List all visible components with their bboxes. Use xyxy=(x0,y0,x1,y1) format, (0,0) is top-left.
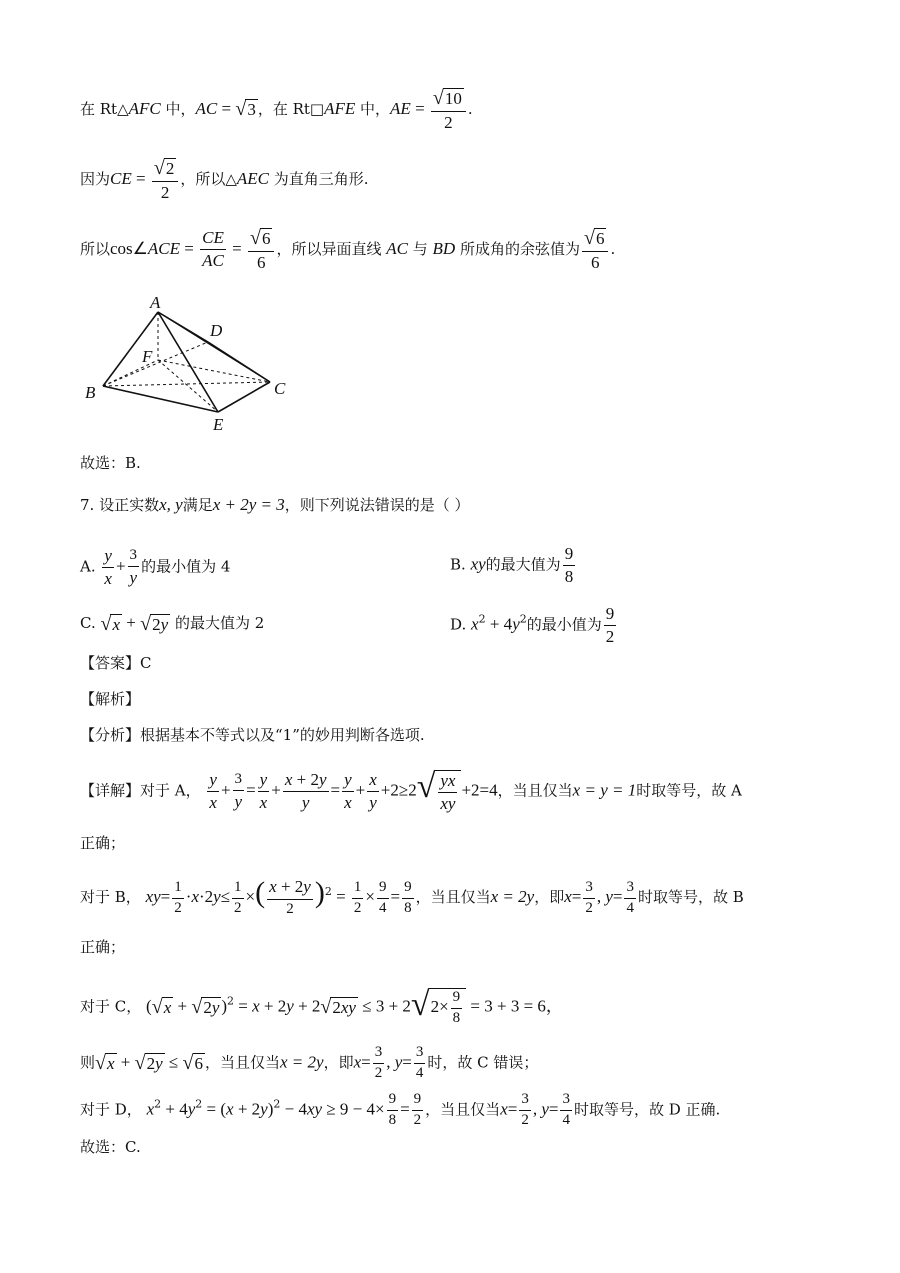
period: . xyxy=(610,239,616,258)
text: ，在 Rt□ xyxy=(257,99,325,118)
pyramid-figure xyxy=(80,290,310,435)
conclusion-1: 故选：B. xyxy=(80,454,141,472)
option-label: C. xyxy=(80,614,96,632)
vertex-label-A: A xyxy=(150,293,161,312)
fraction: $\frac{CE}{AC}$ xyxy=(202,228,224,271)
fraction: $\frac{y}{x}$ xyxy=(104,546,112,588)
fraction: √ 6 6 xyxy=(582,228,608,272)
fraction: √ 10 2 xyxy=(431,88,466,132)
vertex-label-F: F xyxy=(142,347,153,366)
conclusion-2: 故选：C. xyxy=(80,1138,141,1156)
detail-a-cont: 正确； xyxy=(80,834,126,852)
text: 所以 xyxy=(80,239,111,258)
text: 对于 C， xyxy=(80,997,142,1016)
equality-condition: x = 2y xyxy=(490,887,535,906)
expression: xy xyxy=(470,554,486,574)
option-label: B. xyxy=(450,555,466,574)
segment: BD xyxy=(432,238,456,258)
text: ，所以异面直线 xyxy=(276,239,387,258)
segment: AE xyxy=(390,98,411,118)
fraction: $\frac{3}{y}$ xyxy=(129,547,138,587)
option-text: 的最小值为 xyxy=(526,615,602,634)
text: ，当且仅当 xyxy=(415,888,491,906)
fraction: √ 6 6 xyxy=(248,228,274,272)
option-label: D. xyxy=(450,615,467,634)
text: 为直角三角形. xyxy=(268,169,369,188)
solution-line-2 xyxy=(80,158,369,202)
text: ，则下列说法错误的是（ ） xyxy=(284,496,470,514)
vertex-label-E: E xyxy=(213,415,224,434)
option-b xyxy=(450,545,577,586)
equals: = xyxy=(410,98,429,118)
text: 时取等号，故 D 正确. xyxy=(573,1100,721,1119)
detail-c-2: 则 √ x + √ 2y ≤ √ 6 ，当且仅当x = 2y，即x= $\frac{3}{2}$ , y= $\frac{3}{4}$ 时，故 C 错误； xyxy=(80,1044,539,1081)
text: 时取等号，故 B xyxy=(637,888,744,906)
option-d: D. $x^2 + 4y^2$的最小值为 $\frac{9}{2}$ xyxy=(450,604,615,646)
analysis-heading: 【解析】 xyxy=(80,690,141,708)
text: 则 xyxy=(80,1053,96,1072)
question-7-stem xyxy=(80,496,470,513)
text: 时取等号，故 A xyxy=(636,781,742,800)
text: ，当且仅当 xyxy=(205,1053,281,1072)
text: ，即 xyxy=(534,888,565,906)
option-a: A. $\frac{y}{x}$ + $\frac{3}{y}$ 的最小值为 4 xyxy=(80,546,231,588)
text: 对于 D， xyxy=(80,1100,142,1119)
segment: AC xyxy=(386,238,408,258)
text: ，当且仅当 xyxy=(497,781,573,800)
cos-angle: cos∠ xyxy=(110,238,148,258)
equals: = xyxy=(227,238,246,258)
text: 因为 xyxy=(80,169,111,188)
condition: x + 2y = 3 xyxy=(212,495,285,514)
detail-c: 对于 C， ( √ x + √ 2y )$^2$ = x + 2y + 2 √ 2xy ≤ 3 + 2 √ 2× $\frac{9}{8}$ = 3 + 3 = 6， xyxy=(80,986,563,1026)
segment: CE xyxy=(110,168,132,188)
triangle-name: AFC xyxy=(128,98,161,118)
option-label: A. xyxy=(80,557,96,576)
equals: = xyxy=(131,168,150,188)
vertex-label-D: D xyxy=(210,321,223,340)
text: 7. 设正实数 xyxy=(80,496,160,514)
text: 所成角的余弦值为 xyxy=(455,239,580,258)
detail-b-cont: 正确； xyxy=(80,938,126,956)
equality-condition: x = 2y xyxy=(280,1052,324,1072)
angle-name: ACE xyxy=(147,238,181,258)
text: ，所以△ xyxy=(180,169,237,188)
triangle-name: AEC xyxy=(236,168,269,188)
text: 对于 B， xyxy=(80,888,141,906)
answer: 【答案】C xyxy=(80,654,152,672)
detail-a: 【详解】对于 A， $\frac{y}{x}$ + $\frac{3}{y}$ = $\frac{y}{x}$ + $\frac{x + 2y}{y}$ = $\frac{y}{x}$ + $\frac{x}{y}$ +2≥2 √ $\frac{yx}{xy}$ +2=4，当且仅当x = y = 1时取等号，故 A xyxy=(80,768,742,813)
option-text: 的最大值为 2 xyxy=(174,614,265,632)
fraction: $\frac{9}{8}$ xyxy=(564,544,574,586)
solution-line-1 xyxy=(80,88,473,132)
vertex-label-C: C xyxy=(274,379,286,398)
sqrt-expression: √ 3 xyxy=(235,98,256,121)
fraction: $\frac{9}{2}$ xyxy=(605,604,615,646)
period: . xyxy=(467,99,473,118)
text: 在 Rt△ xyxy=(80,99,129,118)
solution-line-3 xyxy=(80,228,615,272)
option-c: C. √ x + √ 2y 的最大值为 2 xyxy=(80,612,265,635)
text: 满足 xyxy=(182,496,213,514)
fraction: √ 2 2 xyxy=(152,158,178,202)
text: 中， xyxy=(160,99,196,118)
text: 【详解】对于 A， xyxy=(80,781,201,800)
text: 与 xyxy=(407,239,433,258)
detail-b: 对于 B， xy= $\frac{1}{2}$ ·x·2y≤ $\frac{1}{2}$ ×( $\frac{x + 2y}{2}$ )$^2$ = $\frac{1}{2}$ × $\frac{9}{4}$ = $\frac{9}{8}$ ，当且仅当x = 2y，即x= $\frac{3}{2}$ , y= $\frac{3}{4}$ 时取等号，故 B xyxy=(80,876,744,917)
text: 中， xyxy=(355,99,391,118)
option-text: 的最小值为 4 xyxy=(141,557,231,576)
text: 时，故 C 错误； xyxy=(427,1053,539,1072)
detail-d: 对于 D， $x^2 + 4y^2 = (x + 2y)^2 - 4xy \ge 9 - 4\times$ $\frac{9}{8}$ = $\frac{9}{2}$ ，当且仅当x= $\frac{3}{2}$ , y= $\frac{3}{4}$ 时取等号，故 D 正确. xyxy=(80,1091,721,1128)
vertex-label-B: B xyxy=(85,383,96,402)
analysis-summary: 【分析】根据基本不等式以及“1”的妙用判断各选项. xyxy=(80,726,425,744)
triangle-name: AFE xyxy=(324,98,356,118)
equality-condition: x = y = 1 xyxy=(572,780,637,800)
text: ，即 xyxy=(323,1053,354,1072)
text: ，当且仅当 xyxy=(425,1100,501,1119)
option-text: 的最大值为 xyxy=(485,555,561,574)
equals: = xyxy=(217,98,236,118)
segment: AC xyxy=(195,98,218,118)
variables: x, y xyxy=(159,495,183,514)
equals: = xyxy=(180,238,199,258)
